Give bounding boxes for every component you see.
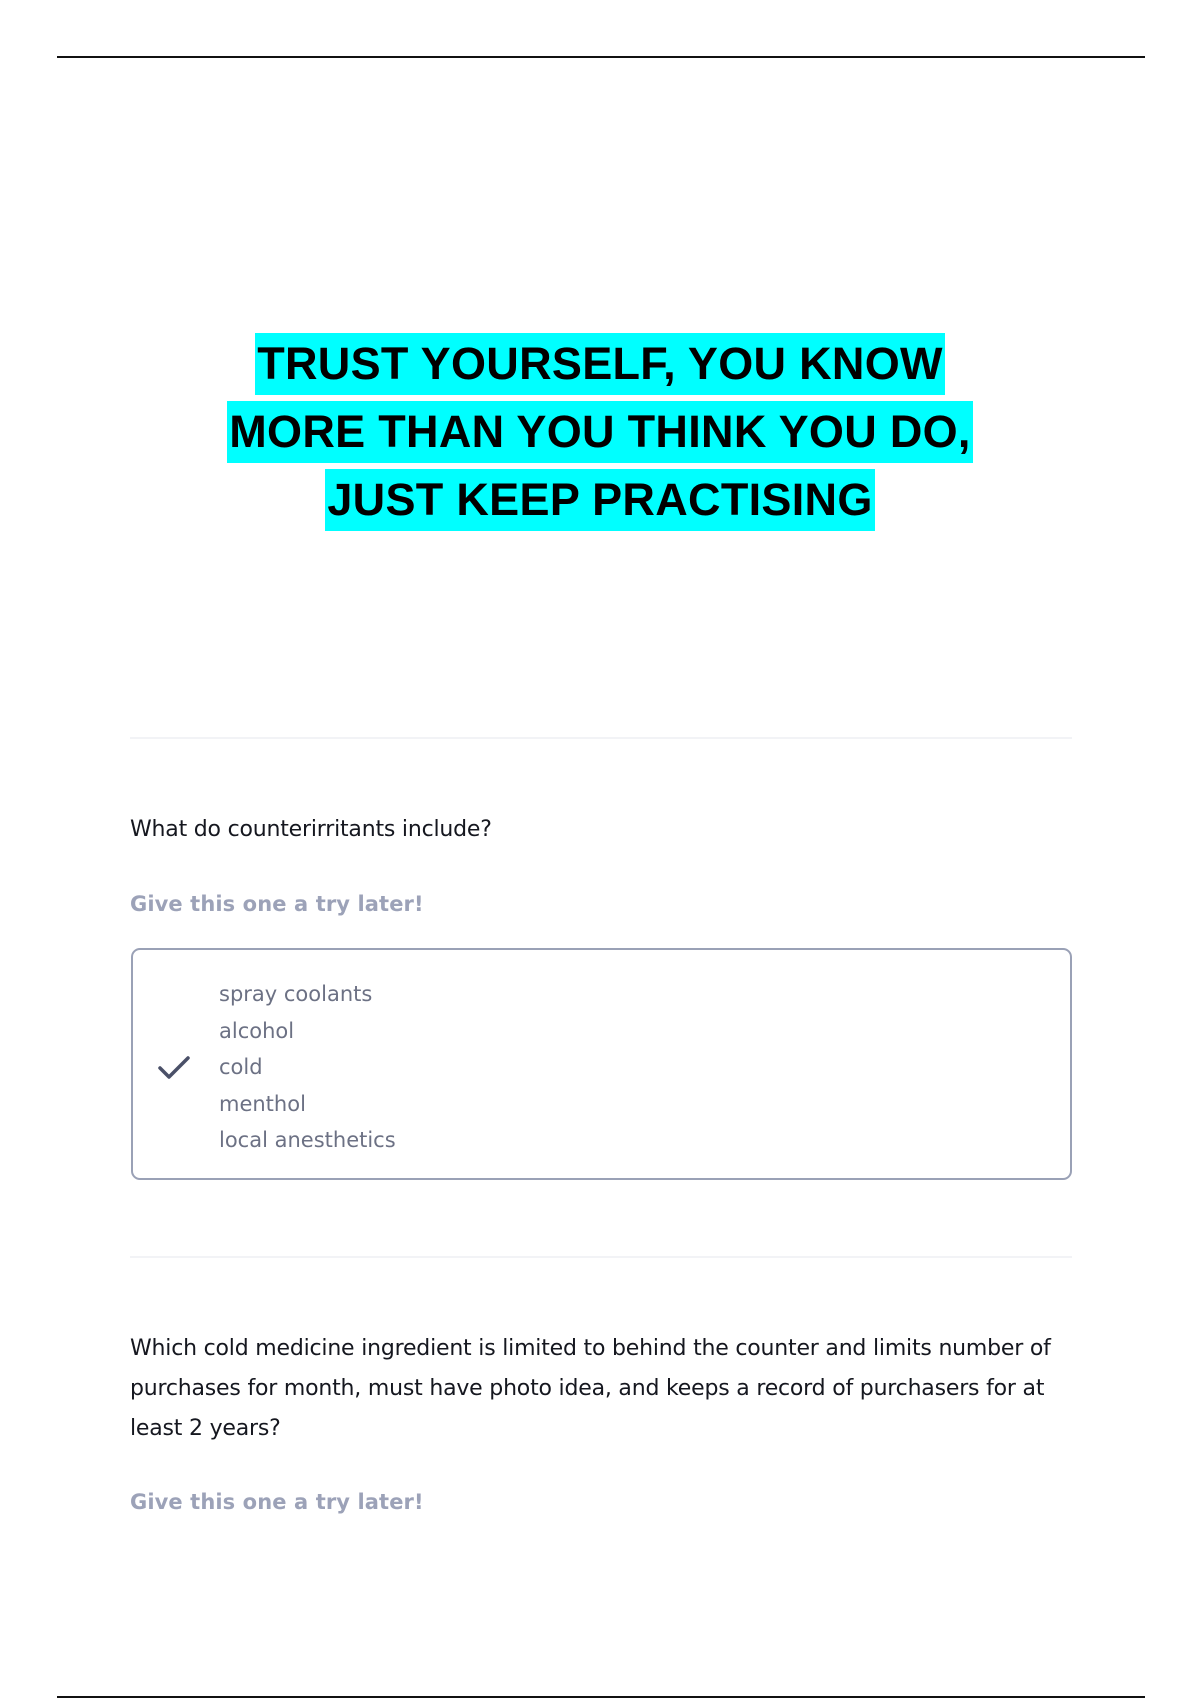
bottom-rule bbox=[57, 1696, 1145, 1698]
section-divider bbox=[130, 1256, 1072, 1258]
options-list bbox=[219, 976, 396, 1159]
option-label: menthol bbox=[219, 1091, 306, 1116]
option-label: alcohol bbox=[219, 1018, 295, 1043]
check-icon bbox=[157, 1055, 191, 1081]
option-label: local anesthetics bbox=[219, 1128, 396, 1152]
option-item[interactable] bbox=[219, 1086, 396, 1123]
option-item[interactable] bbox=[219, 1013, 396, 1050]
question-text: Which cold medicine ingredient is limited to behind the counter and limits number of purchases for month, must have photo idea, and keeps a record of purchasers for at least 2 years? bbox=[130, 1336, 1051, 1441]
banner-line: TRUST YOURSELF, YOU KNOW bbox=[255, 333, 945, 395]
option-item-selected[interactable] bbox=[219, 1049, 396, 1086]
option-item[interactable] bbox=[219, 1122, 396, 1159]
option-item[interactable] bbox=[219, 976, 396, 1013]
try-later-label: Give this one a try later! bbox=[130, 1490, 424, 1514]
banner-line: JUST KEEP PRACTISING bbox=[325, 469, 874, 531]
answer-options-box bbox=[131, 948, 1072, 1180]
top-rule bbox=[57, 56, 1145, 58]
question-text: What do counterirritants include? bbox=[130, 817, 492, 842]
section-divider bbox=[130, 737, 1072, 739]
try-later-label: Give this one a try later! bbox=[130, 892, 424, 916]
motivational-banner bbox=[150, 330, 1050, 534]
banner-line: MORE THAN YOU THINK YOU DO, bbox=[227, 401, 972, 463]
option-label: spray coolants bbox=[219, 982, 373, 1006]
option-label: cold bbox=[219, 1055, 263, 1079]
